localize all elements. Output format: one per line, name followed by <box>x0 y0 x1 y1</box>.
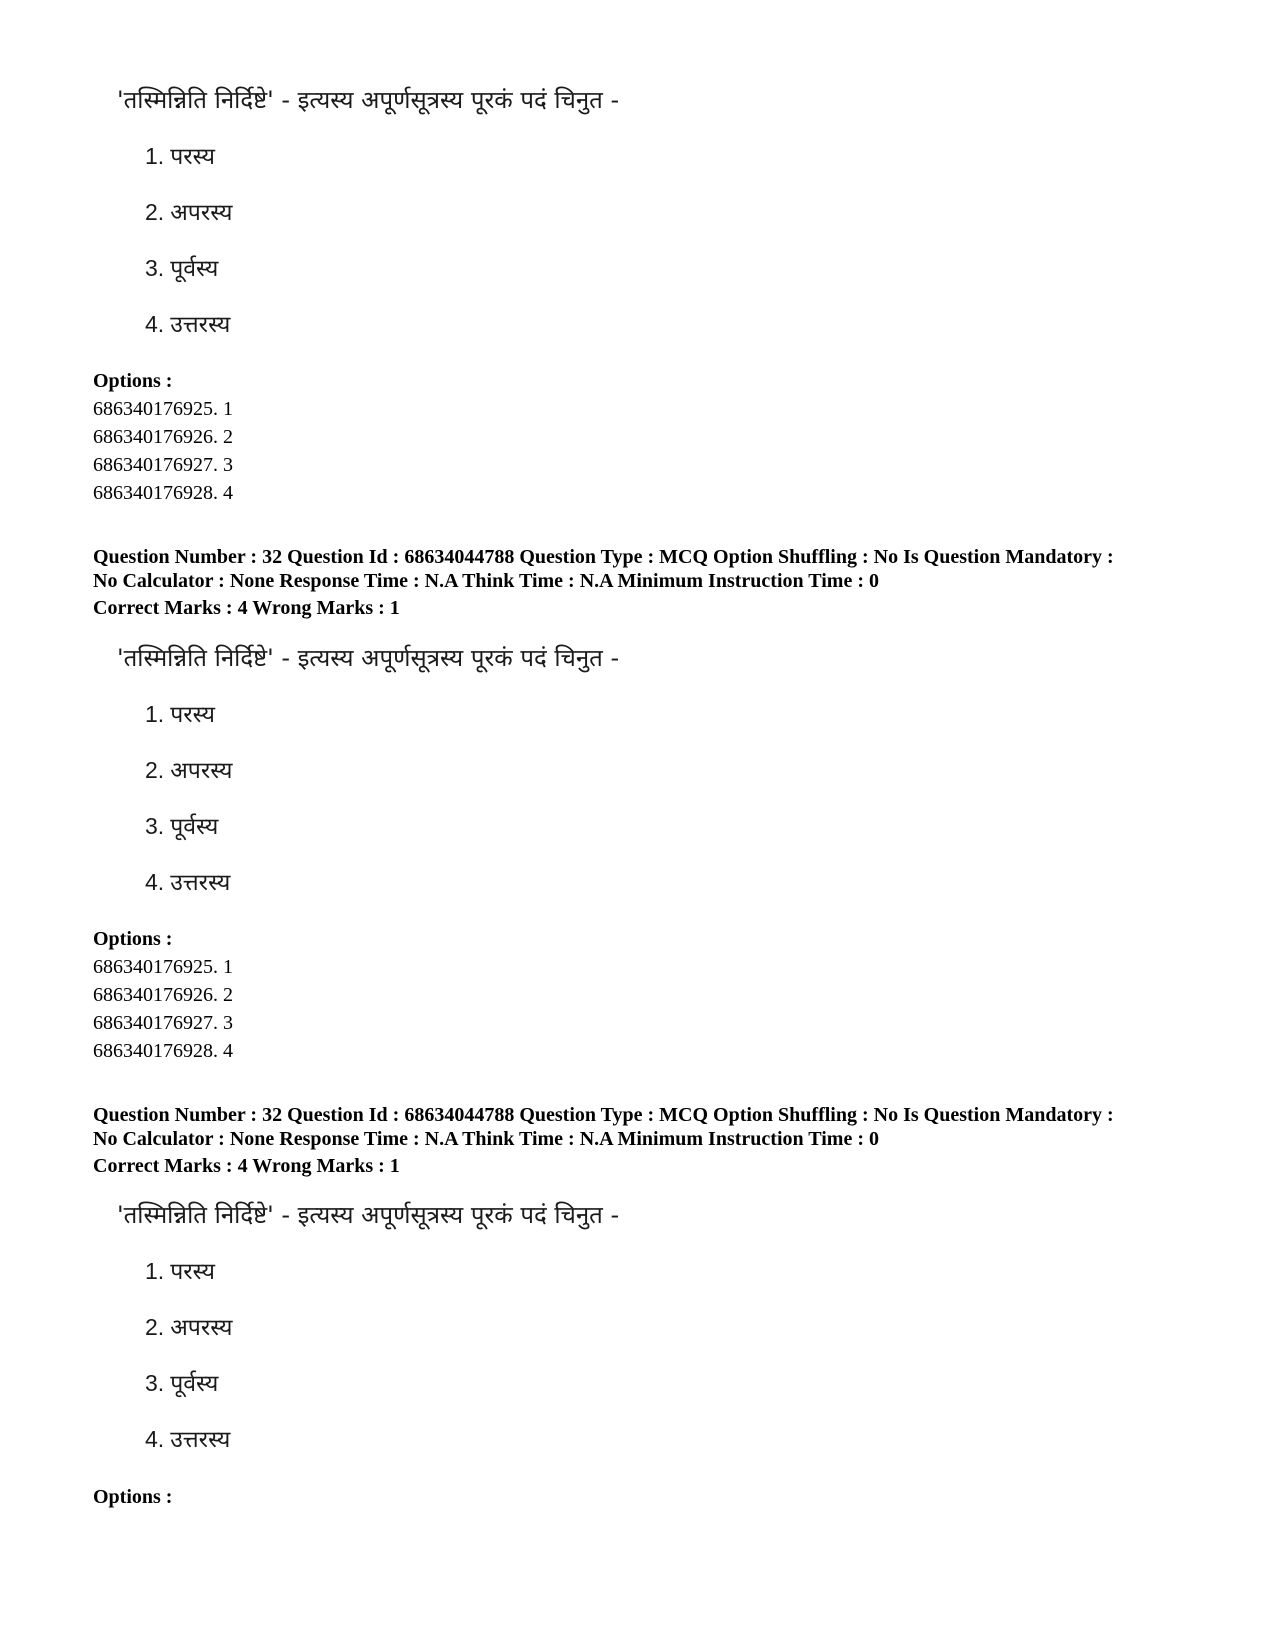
option-line: 686340176927. 3 <box>93 454 233 476</box>
option-line: 686340176927. 3 <box>93 1012 233 1034</box>
question-text: 'तस्मिन्निति निर्दिष्टे' - इत्यस्य अपूर्णसूत्रस्य पूरकं पदं चिनुत - <box>117 644 620 672</box>
choice-item: 4. उत्तरस्य <box>145 311 231 338</box>
question-meta-line: No Calculator : None Response Time : N.A Think Time : N.A Minimum Instruction Time : 0 <box>93 1128 879 1150</box>
option-line: 686340176928. 4 <box>93 1040 233 1062</box>
options-heading: Options : <box>93 928 173 950</box>
choice-item: 1. परस्य <box>145 1258 215 1285</box>
question-meta-line: Question Number : 32 Question Id : 68634044788 Question Type : MCQ Option Shuffling : No Is Question Mandatory : <box>93 1104 1114 1126</box>
choice-item: 3. पूर्वस्य <box>145 813 219 840</box>
options-heading: Options : <box>93 370 173 392</box>
choice-item: 2. अपरस्य <box>145 199 233 226</box>
choice-item: 2. अपरस्य <box>145 757 233 784</box>
question-text: 'तस्मिन्निति निर्दिष्टे' - इत्यस्य अपूर्णसूत्रस्य पूरकं पदं चिनुत - <box>117 1201 620 1229</box>
choice-item: 2. अपरस्य <box>145 1314 233 1341</box>
question-text: 'तस्मिन्निति निर्दिष्टे' - इत्यस्य अपूर्णसूत्रस्य पूरकं पदं चिनुत - <box>117 86 620 114</box>
option-line: 686340176926. 2 <box>93 426 233 448</box>
options-heading: Options : <box>93 1486 173 1508</box>
marks-line: Correct Marks : 4 Wrong Marks : 1 <box>93 1155 400 1177</box>
choice-item: 3. पूर्वस्य <box>145 1370 219 1397</box>
marks-line: Correct Marks : 4 Wrong Marks : 1 <box>93 597 400 619</box>
choice-item: 1. परस्य <box>145 701 215 728</box>
option-line: 686340176928. 4 <box>93 482 233 504</box>
question-meta-line: Question Number : 32 Question Id : 68634044788 Question Type : MCQ Option Shuffling : No Is Question Mandatory : <box>93 546 1114 568</box>
choice-item: 4. उत्तरस्य <box>145 869 231 896</box>
option-line: 686340176925. 1 <box>93 956 233 978</box>
choice-item: 4. उत्तरस्य <box>145 1426 231 1453</box>
question-meta-line: No Calculator : None Response Time : N.A Think Time : N.A Minimum Instruction Time : 0 <box>93 570 879 592</box>
choice-item: 3. पूर्वस्य <box>145 255 219 282</box>
option-line: 686340176925. 1 <box>93 398 233 420</box>
option-line: 686340176926. 2 <box>93 984 233 1006</box>
choice-item: 1. परस्य <box>145 143 215 170</box>
